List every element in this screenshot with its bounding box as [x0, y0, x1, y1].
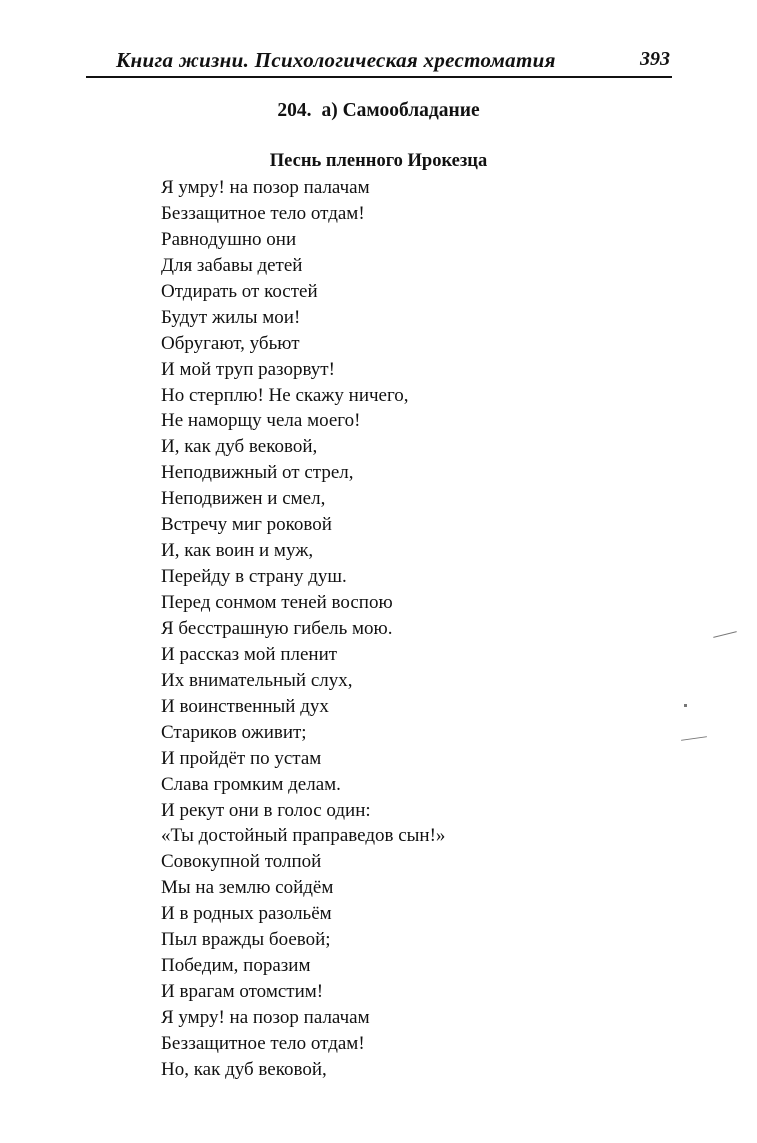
poem-line: И, как дуб вековой,: [161, 436, 318, 458]
poem-line: Неподвижен и смел,: [161, 488, 326, 510]
running-header: [86, 46, 672, 78]
poem-line: Совокупной толпой: [161, 851, 322, 873]
poem-line: Не наморщу чела моего!: [161, 410, 361, 432]
poem-line: Будут жилы мои!: [161, 306, 301, 328]
poem-line: Перейду в страну душ.: [161, 566, 347, 588]
poem-line: Встречу миг роковой: [161, 514, 332, 536]
poem-line: И пройдёт по устам: [161, 747, 322, 769]
poem-line: Мы на землю сойдём: [161, 877, 334, 899]
poem-line: Беззащитное тело отдам!: [161, 1032, 365, 1054]
section-title: а) Самообладание: [321, 100, 480, 121]
poem-line: Я бесстрашную гибель мою.: [161, 617, 393, 639]
poem-line: Пыл вражды боевой;: [161, 929, 331, 951]
poem-line: Но, как дуб вековой,: [161, 1058, 327, 1080]
running-title: Книга жизни. Психологическая хрестоматия: [116, 48, 556, 72]
poem-line: «Ты достойный праправедов сын!»: [161, 825, 446, 847]
poem-line: Стариков оживит;: [161, 721, 307, 743]
section-heading: [0, 100, 757, 122]
poem-body: [161, 175, 445, 1083]
poem-line: Перед сонмом теней воспою: [161, 592, 393, 613]
poem-line: Их внимательный слух,: [161, 669, 353, 691]
poem-line: Победим, поразим: [161, 955, 311, 977]
poem-line: И рекут они в голос один:: [161, 799, 371, 821]
poem-line: Равнодушно они: [161, 228, 297, 250]
poem-line: Я умру! на позор палачам: [161, 1007, 370, 1028]
poem-line: И, как воин и муж,: [161, 540, 314, 562]
scan-speck: [681, 736, 707, 741]
poem-title: Песнь пленного Ирокезца: [269, 151, 488, 171]
poem-line: Неподвижный от стрел,: [161, 462, 354, 484]
poem-line: Я умру! на позор палачам: [161, 177, 370, 198]
poem-line: И врагам отомстим!: [161, 981, 324, 1003]
poem-line: Для забавы детей: [161, 254, 303, 276]
poem-line: И мой труп разорвут!: [161, 358, 335, 380]
poem-line: Беззащитное тело отдам!: [161, 202, 365, 224]
poem-line: Отдирать от костей: [161, 280, 318, 302]
scan-speck: [684, 704, 687, 707]
poem-line: И воинственный дух: [161, 695, 329, 717]
scan-speck: [713, 631, 737, 638]
poem-line: И в родных разольём: [161, 903, 332, 925]
section-number: 204.: [277, 100, 312, 121]
page-number: 393: [640, 48, 670, 70]
poem-line: Но стерплю! Не скажу ничего,: [161, 384, 409, 406]
poem-line: Слава громким делам.: [161, 773, 341, 795]
poem-line: И рассказ мой пленит: [161, 643, 338, 665]
poem-line: Обругают, убьют: [161, 332, 300, 354]
